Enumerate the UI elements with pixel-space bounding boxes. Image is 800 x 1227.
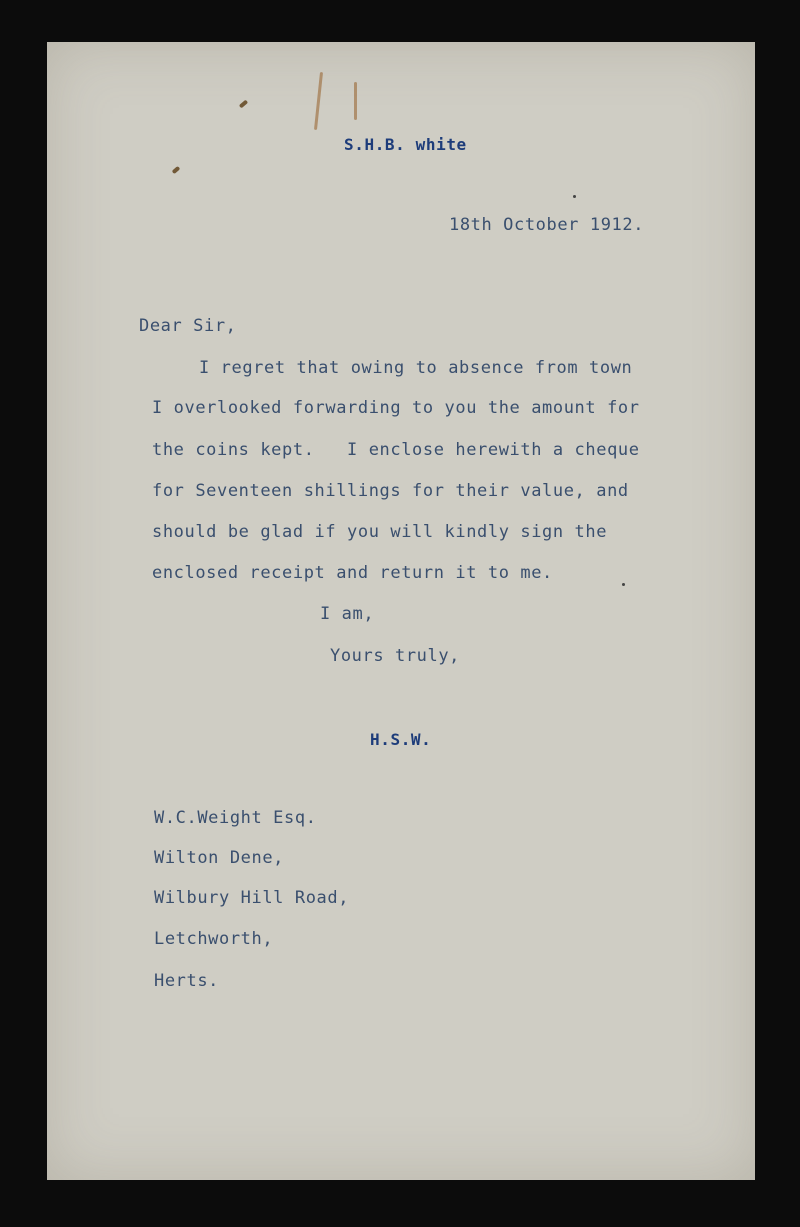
body-line: the coins kept. I enclose herewith a cheque	[152, 440, 640, 460]
body-line: for Seventeen shillings for their value, and	[152, 481, 629, 501]
rust-stain	[239, 100, 248, 109]
letter-date: 18th October 1912.	[449, 215, 645, 235]
address-line: Wilbury Hill Road,	[154, 888, 350, 908]
rust-stain	[354, 82, 357, 120]
letterhead: S.H.B. white	[344, 135, 467, 154]
body-line: I overlooked forwarding to you the amount for	[152, 398, 640, 418]
ink-dot	[573, 195, 576, 198]
address-line: Letchworth,	[154, 929, 274, 949]
address-line: Wilton Dene,	[154, 848, 285, 868]
body-line: should be glad if you will kindly sign the	[152, 522, 608, 542]
letter-sheet	[47, 42, 755, 1180]
signature-initials: H.S.W.	[370, 730, 432, 749]
salutation: Dear Sir,	[139, 316, 237, 336]
rust-stain	[314, 72, 323, 130]
address-line: W.C.Weight Esq.	[154, 808, 317, 828]
body-line: enclosed receipt and return it to me.	[152, 563, 553, 583]
rust-stain	[172, 166, 181, 174]
body-line: I regret that owing to absence from town	[199, 358, 633, 378]
ink-dot	[622, 583, 625, 586]
address-line: Herts.	[154, 971, 220, 991]
closing-line: Yours truly,	[330, 646, 461, 666]
closing-line: I am,	[320, 604, 375, 624]
